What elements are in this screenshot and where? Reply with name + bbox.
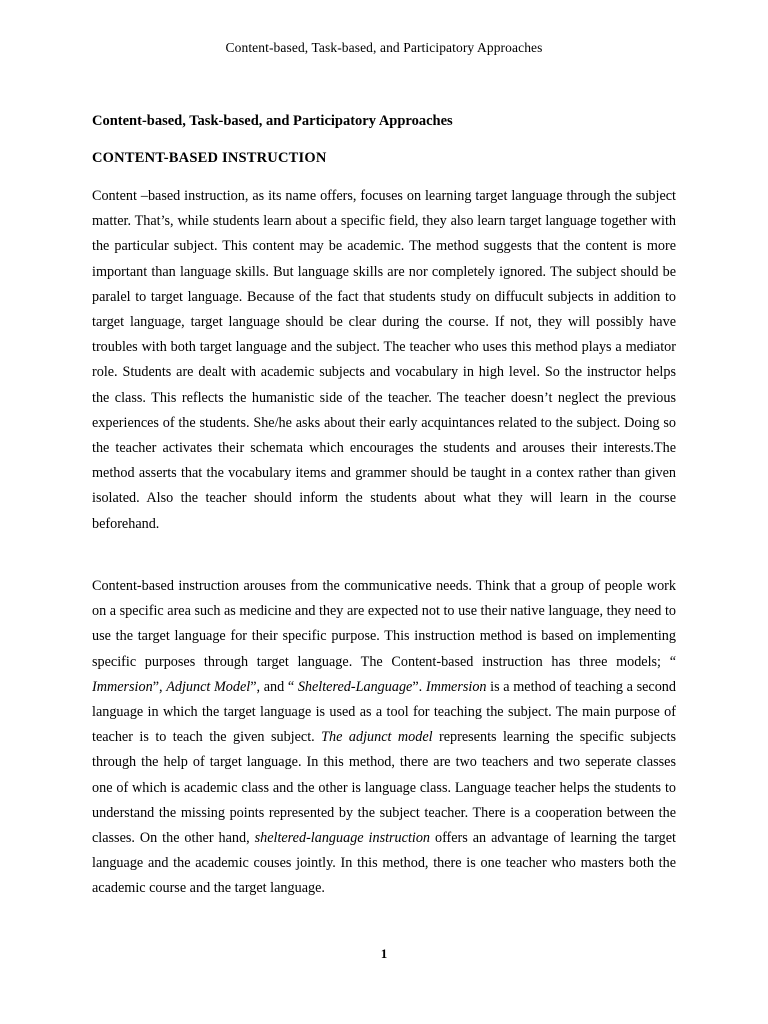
paragraph-text-segment: is a method of teaching a second language in which the target language is used as a tool for teaching the subject. The main purpose of teacher is to teach the given subject. (92, 678, 676, 746)
paragraph-content-based-intro: Content –based instruction, as its name offers, focuses on learning target language through the subject matter. That’s, while students learn about a specific field, they also learn target language together with the particular subject. This content may be academic. The method suggests that the content is more important than language skills. But language skills are nor completely ignored. The subject should be paralel to target language. Because of the fact that students study on diffucult subjects in addition to target language, target language should be clear during the course. If not, they will possibly have troubles with both target language and the subject. The teacher who uses this method plays a mediator role. Students are dealt with academic subjects and vocabulary in high level. So the instructor helps the class. This reflects the humanistic side of the teacher. The teacher doesn’t neglect the previous experiences of the students. She/he asks about their early acquintances related to the subject. Doing so the teacher activates their schemata which encourages the students and arouses their interests.The method asserts that the vocabulary items and grammer should be taught in a contex rather than given isolated. Also the teacher should inform the students about what they will learn in the course beforehand. (92, 188, 676, 532)
paragraph-content-based-models (92, 574, 676, 902)
page-number: 1 (380, 946, 388, 961)
running-header: Content-based, Task-based, and Participatory Approaches (225, 40, 543, 55)
paragraph-text-segment: ”, (152, 678, 167, 695)
paragraph-emphasis-segment: Immersion (425, 678, 487, 695)
paragraph-text-segment: ”. (412, 678, 426, 695)
paragraph-text-segment: ”, and “ (250, 678, 298, 695)
paragraph-emphasis-segment: Adjunct Model (166, 678, 251, 695)
section-heading: CONTENT-BASED INSTRUCTION (92, 150, 327, 166)
paragraph-emphasis-segment: Sheltered-Language (297, 678, 413, 695)
paragraph-emphasis-segment: Immersion (92, 678, 153, 695)
paragraph-text-segment: represents learning the specific subjects through the help of target language. In this method, there are two teachers and two seperate classes one of which is academic class and the other is language class. Language teacher helps the students to understand the missing points represented by the subject teacher. There is a cooperation between the classes. On the other hand, (92, 729, 676, 847)
document-title: Content-based, Task-based, and Participatory Approaches (92, 113, 453, 129)
paragraph-text-segment: Content-based instruction arouses from the communicative needs. Think that a group of people work on a specific area such as medicine and they are expected not to use their native language, they need to use the target language for their specific purpose. This instruction method is based on implementing specific purposes through target language. The Content-based instruction has three models; “ (92, 578, 676, 670)
paragraph-emphasis-segment: sheltered-language instruction (254, 830, 431, 847)
paragraph-text-segment: offers an advantage of learning the target language and the academic couses jointly. In this method, there is one teacher who masters both the academic course and the target language. (92, 830, 676, 897)
paragraph-emphasis-segment: The adjunct model (321, 729, 433, 746)
